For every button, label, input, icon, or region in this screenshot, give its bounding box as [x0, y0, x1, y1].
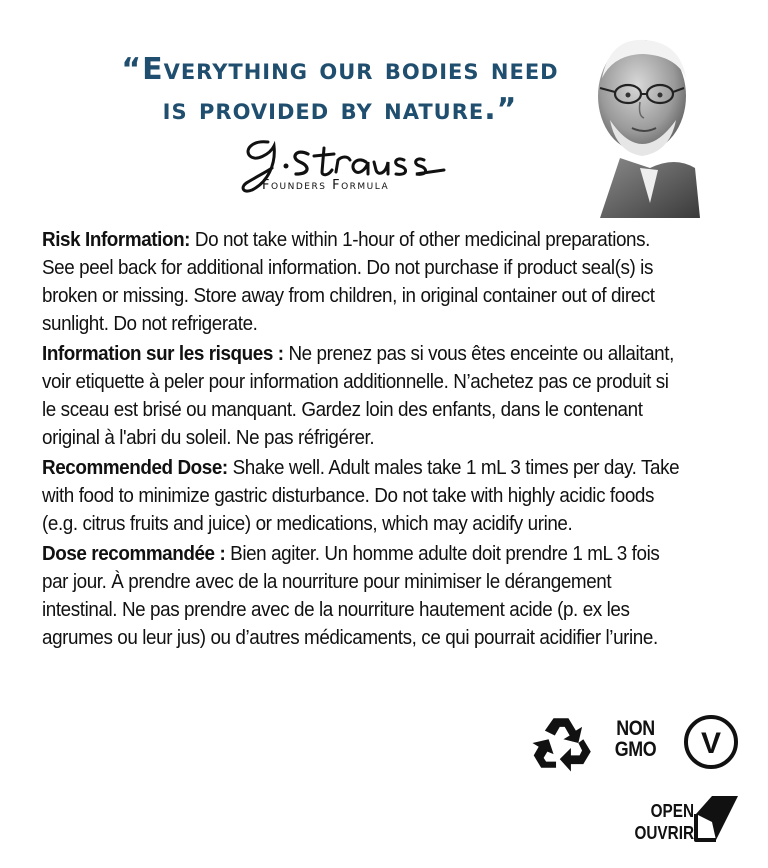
founder-quote: [70, 50, 610, 130]
vegan-letter: V: [700, 727, 722, 760]
non-gmo-badge: [610, 718, 661, 760]
open-peel-label[interactable]: [626, 800, 694, 844]
non-gmo-line-1: NON: [616, 717, 655, 740]
quote-line-2: is provided by nature.”: [162, 92, 518, 127]
recycle-icon: [530, 712, 592, 774]
label-body: [42, 226, 686, 654]
non-gmo-line-2: GMO: [614, 738, 657, 761]
founder-portrait: [580, 28, 700, 218]
dose-section: [42, 454, 686, 538]
dose-fr-section: [42, 540, 686, 652]
open-label-en: OPEN: [650, 801, 694, 821]
signature-subtitle: Founders Formula: [262, 178, 390, 193]
vegan-icon: [682, 713, 740, 771]
open-label-fr: OUVRIR: [634, 823, 694, 843]
dose-fr-text: Bien agiter. Un homme adulte doit prendre 1 mL 3 fois par jour. À prendre avec de la nourriture pour minimiser le dérangement intestinal. Ne pas prendre avec de la nourriture hautement acide (p. ex les agrumes ou leur jus) ou d’autres médicaments, ce qui pourrait acidifier l’urine.: [42, 542, 660, 649]
dose-text: Shake well. Adult males take 1 mL 3 times per day. Take with food to minimize gastric disturbance. Do not take with highly acidic foods (e.g. citrus fruits and juice) or medications, which may acidify urine.: [42, 456, 680, 535]
peel-corner-icon[interactable]: [690, 792, 740, 844]
risk-info-fr-text: Ne prenez pas si vous êtes enceinte ou allaitant, voir etiquette à peler pour information additionnelle. N’achetez pas ce produit si le sceau est brisé ou manquant. Gardez loin des enfants, dans le contenant original à l'abri du soleil. Ne pas réfrigérer.: [42, 342, 674, 449]
quote-line-1: “Everything our bodies need: [121, 52, 559, 87]
risk-info-label: Risk Information:: [42, 228, 191, 251]
risk-info-fr-section: [42, 340, 686, 452]
dose-fr-label: Dose recommandée :: [42, 542, 226, 565]
risk-info-text: Do not take within 1-hour of other medicinal preparations. See peel back for additional information. Do not purchase if product seal(s) is broken or missing. Store away from children, in original container out of direct sunlight. Do not refrigerate.: [42, 228, 655, 335]
dose-label: Recommended Dose:: [42, 456, 228, 479]
risk-info-section: [42, 226, 686, 338]
risk-info-fr-label: Information sur les risques :: [42, 342, 284, 365]
